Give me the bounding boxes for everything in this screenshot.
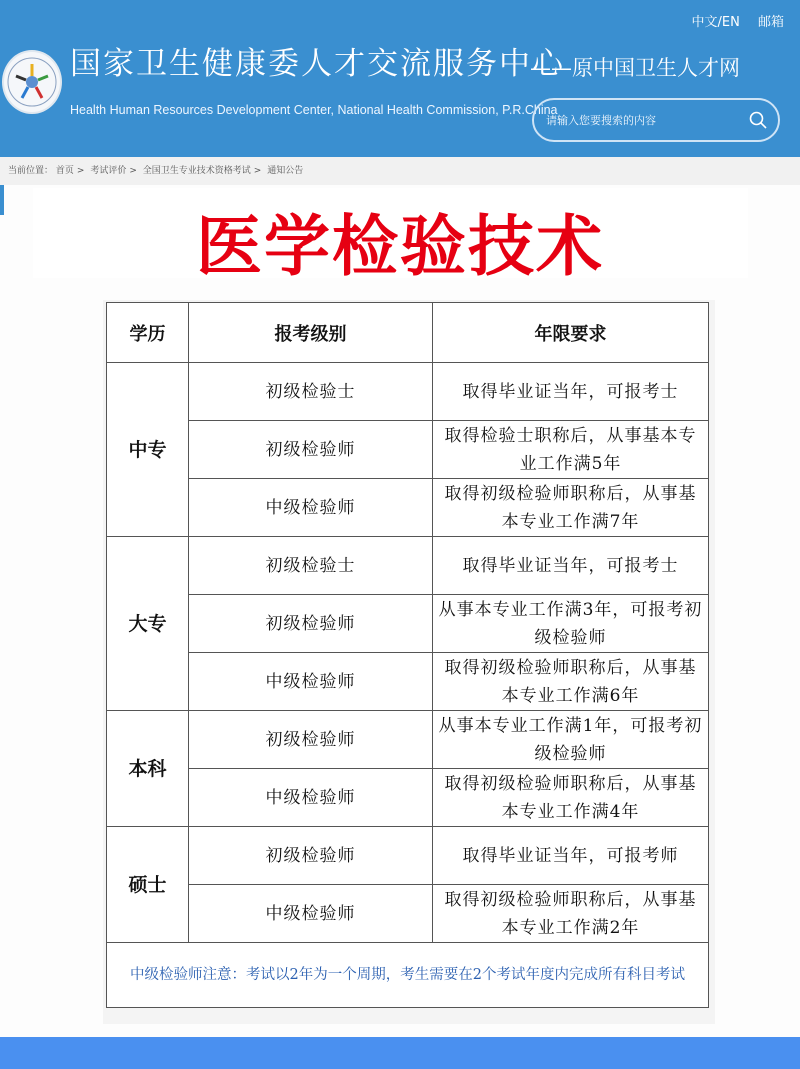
education-cell: 中专 xyxy=(107,363,189,537)
requirement-cell: 取得初级检验师职称后，从事基本专业工作满6年 xyxy=(433,653,709,711)
requirement-cell: 取得毕业证当年，可报考师 xyxy=(433,827,709,885)
exam-note: 中级检验师注意：考试以2年为一个周期，考生需要在2个考试年度内完成所有科目考试 xyxy=(107,943,709,1008)
breadcrumb-notices[interactable]: 通知公告 xyxy=(267,166,304,176)
table-row xyxy=(107,421,709,479)
search-icon[interactable] xyxy=(748,110,768,130)
search-input[interactable] xyxy=(544,110,748,132)
top-links xyxy=(678,11,784,30)
search-box xyxy=(532,98,780,142)
table-row xyxy=(107,537,709,595)
header-requirement: 年限要求 xyxy=(433,303,709,363)
header-education: 学历 xyxy=(107,303,189,363)
level-cell: 中级检验师 xyxy=(189,479,433,537)
header-level: 报考级别 xyxy=(189,303,433,363)
table-row xyxy=(107,711,709,769)
level-cell: 初级检验师 xyxy=(189,711,433,769)
footer-bar xyxy=(0,1037,800,1069)
requirement-cell: 取得初级检验师职称后，从事基本专业工作满7年 xyxy=(433,479,709,537)
page-title: 医学检验技术 xyxy=(196,208,604,285)
breadcrumb-label: 当前位置： xyxy=(8,166,54,176)
requirement-cell: 取得毕业证当年，可报考士 xyxy=(433,363,709,421)
level-cell: 初级检验士 xyxy=(189,363,433,421)
education-cell: 硕士 xyxy=(107,827,189,943)
table-row xyxy=(107,885,709,943)
site-title-english: Health Human Resources Development Center, National Health Commission, P.R.China xyxy=(70,103,558,117)
education-cell: 本科 xyxy=(107,711,189,827)
breadcrumb-exam-evaluation[interactable]: 考试评价 xyxy=(90,166,127,176)
level-cell: 初级检验士 xyxy=(189,537,433,595)
table-header-row xyxy=(107,303,709,363)
table-note-row xyxy=(107,943,709,1008)
level-cell: 中级检验师 xyxy=(189,885,433,943)
site-title: 国家卫生健康委人才交流服务中心 xyxy=(70,46,565,82)
level-cell: 初级检验师 xyxy=(189,595,433,653)
breadcrumb-home[interactable]: 首页 xyxy=(55,166,74,176)
language-switch-link[interactable]: 中文/EN xyxy=(691,15,740,30)
requirements-table xyxy=(106,302,709,1008)
level-cell: 中级检验师 xyxy=(189,653,433,711)
site-header xyxy=(0,0,800,157)
logo-emblem-icon xyxy=(2,50,62,114)
table-row xyxy=(107,479,709,537)
breadcrumb-qualification-exam[interactable]: 全国卫生专业技术资格考试 xyxy=(142,166,251,176)
site-subtitle: ——原中国卫生人才网 xyxy=(530,56,740,80)
education-cell: 大专 xyxy=(107,537,189,711)
level-cell: 初级检验师 xyxy=(189,421,433,479)
site-logo[interactable] xyxy=(2,28,58,140)
breadcrumb-bar xyxy=(0,157,800,185)
requirement-cell: 从事本专业工作满1年，可报考初级检验师 xyxy=(433,711,709,769)
table-row xyxy=(107,363,709,421)
level-cell: 初级检验师 xyxy=(189,827,433,885)
requirement-cell: 取得初级检验师职称后，从事基本专业工作满4年 xyxy=(433,769,709,827)
requirement-cell: 取得检验士职称后，从事基本专业工作满5年 xyxy=(433,421,709,479)
table-row xyxy=(107,769,709,827)
breadcrumb: 当前位置： 首页 > 考试评价 > 全国卫生专业技术资格考试 > 通知公告 xyxy=(8,166,304,176)
table-row xyxy=(107,827,709,885)
requirement-cell: 取得毕业证当年，可报考士 xyxy=(433,537,709,595)
table-row xyxy=(107,653,709,711)
mailbox-link[interactable]: 邮箱 xyxy=(757,15,784,30)
level-cell: 中级检验师 xyxy=(189,769,433,827)
table-row xyxy=(107,595,709,653)
requirement-cell: 取得初级检验师职称后，从事基本专业工作满2年 xyxy=(433,885,709,943)
requirement-cell: 从事本专业工作满3年，可报考初级检验师 xyxy=(433,595,709,653)
